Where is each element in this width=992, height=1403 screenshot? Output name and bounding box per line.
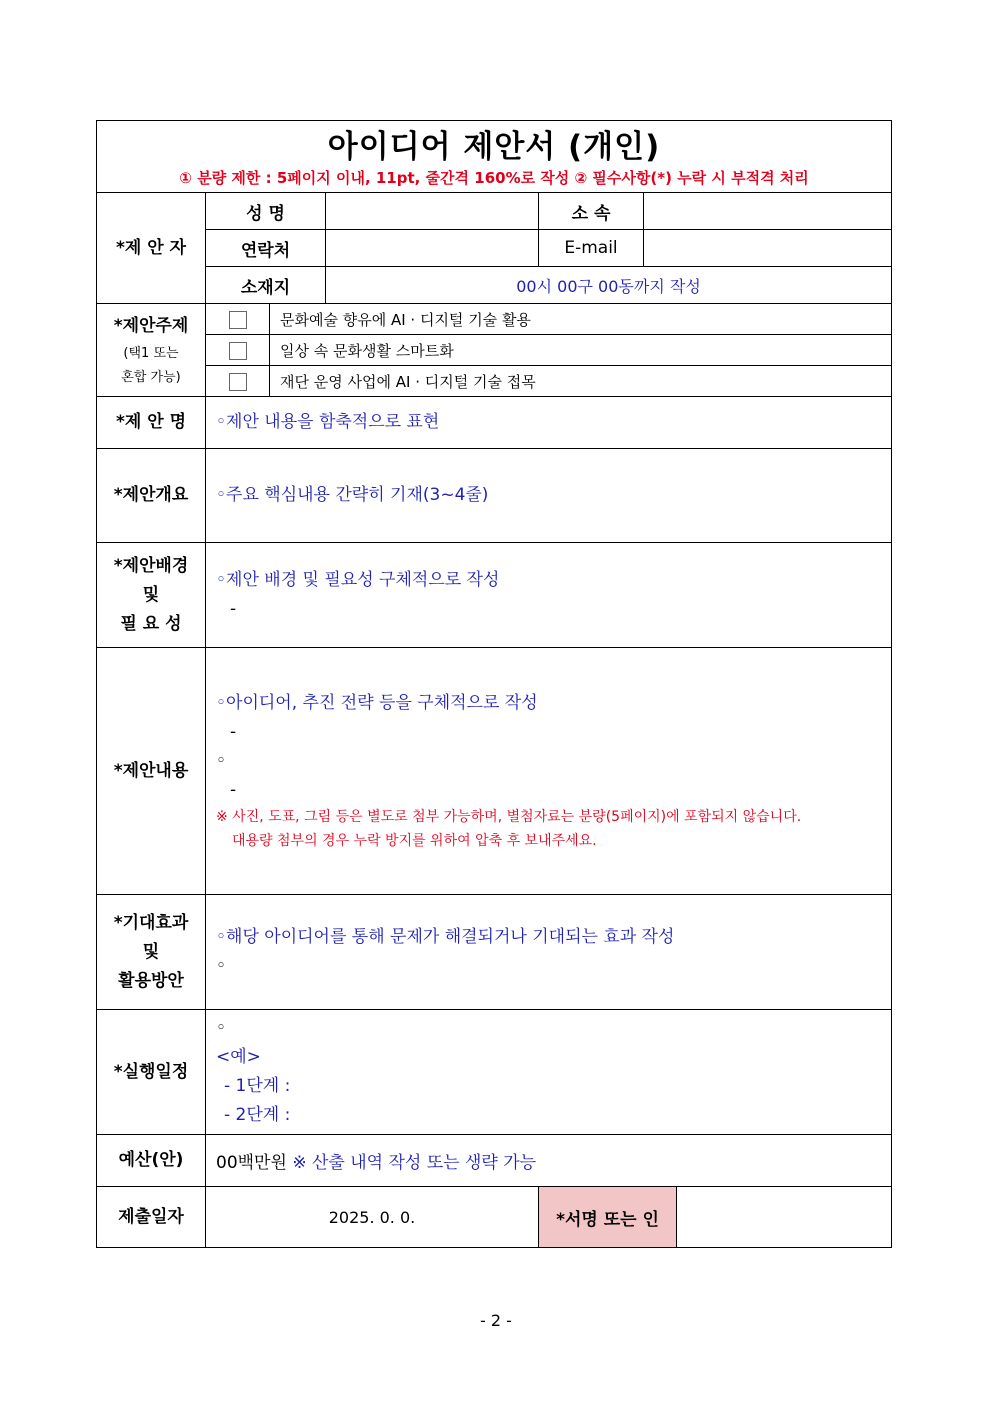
budget-field[interactable] <box>206 1135 892 1187</box>
page-title: 아이디어 제안서 (개인) <box>327 128 661 165</box>
proposer-label: *제 안 자 <box>97 193 206 304</box>
email-label: E-mail <box>539 230 644 267</box>
schedule-step2: - 2단계 : <box>224 1105 291 1125</box>
proposal-name-text: ◦제안 내용을 함축적으로 표현 <box>216 412 440 432</box>
effects-field[interactable] <box>206 895 892 1010</box>
topic-checkbox-3[interactable] <box>206 366 270 397</box>
background-field[interactable] <box>206 543 892 648</box>
topic-option-3: 재단 운영 사업에 AI · 디지털 기술 접목 <box>270 366 892 397</box>
content-dash1: - <box>230 722 237 742</box>
checkbox-icon[interactable] <box>229 342 247 360</box>
topic-checkbox-1[interactable] <box>206 304 270 335</box>
proposal-name-field[interactable] <box>206 397 892 449</box>
budget-note: ※ 산출 내역 작성 또는 생략 가능 <box>292 1153 537 1173</box>
effects-label-line2: 및 <box>142 941 160 962</box>
topic-option-1: 문화예술 향유에 AI · 디지털 기술 활용 <box>270 304 892 335</box>
overview-text: ◦주요 핵심내용 간략히 기재(3~4줄) <box>216 485 489 505</box>
affiliation-field[interactable] <box>644 193 892 230</box>
effects-bullet2: ◦ <box>216 956 227 976</box>
location-field[interactable]: 00시 00구 00동까지 작성 <box>326 267 892 304</box>
content-label: *제안내용 <box>97 648 206 895</box>
proposal-name-label: *제 안 명 <box>97 397 206 449</box>
content-field[interactable] <box>206 648 892 895</box>
effects-label-line1: *기대효과 <box>113 912 189 933</box>
schedule-label: *실행일정 <box>97 1010 206 1135</box>
proposal-form <box>96 120 892 1248</box>
schedule-example: <예> <box>216 1047 261 1067</box>
background-label-cell <box>97 543 206 648</box>
topic-option-2: 일상 속 문화생활 스마트화 <box>270 335 892 366</box>
topic-note-line1: (택1 또는 <box>123 345 179 361</box>
email-field[interactable] <box>644 230 892 267</box>
notice-text: ① 분량 제한 : 5페이지 이내, 11pt, 줄간격 160%로 작성 ② 필수사항(*) 누락 시 부적격 처리 <box>179 168 809 187</box>
background-label-line1: *제안배경 <box>113 555 189 576</box>
effects-text1: ◦해당 아이디어를 통해 문제가 해결되거나 기대되는 효과 작성 <box>216 927 675 947</box>
budget-amount: 00백만원 <box>216 1153 287 1173</box>
topic-label: *제안주제 <box>113 315 189 336</box>
topic-note-line2: 혼합 가능) <box>121 369 181 385</box>
background-label-line2: 및 <box>142 584 160 605</box>
effects-label-cell <box>97 895 206 1010</box>
name-field[interactable] <box>326 193 539 230</box>
effects-label-line3: 활용방안 <box>118 970 184 991</box>
background-dash: - <box>230 599 237 619</box>
attachment-note-line1: ※ 사진, 도표, 그림 등은 별도로 첨부 가능하며, 별첨자료는 분량(5페이지)에 포함되지 않습니다. <box>216 809 802 825</box>
overview-label: *제안개요 <box>97 449 206 543</box>
content-dash2: - <box>230 780 237 800</box>
submission-label: 제출일자 <box>97 1187 206 1248</box>
topic-checkbox-2[interactable] <box>206 335 270 366</box>
signature-field[interactable] <box>677 1187 892 1248</box>
affiliation-label: 소 속 <box>539 193 644 230</box>
content-text1: ◦아이디어, 추진 전략 등을 구체적으로 작성 <box>216 693 538 713</box>
name-label: 성 명 <box>206 193 326 230</box>
topic-label-cell <box>97 304 206 397</box>
attachment-note-line2: 대용량 첨부의 경우 누락 방지를 위하여 압축 후 보내주세요. <box>232 833 597 849</box>
page-number: - 2 - <box>480 1311 512 1330</box>
title-cell <box>97 121 892 193</box>
signature-label: *서명 또는 인 <box>539 1187 677 1248</box>
location-label: 소재지 <box>206 267 326 304</box>
checkbox-icon[interactable] <box>229 373 247 391</box>
overview-field[interactable] <box>206 449 892 543</box>
schedule-bullet: ◦ <box>216 1018 227 1038</box>
contact-label: 연락처 <box>206 230 326 267</box>
budget-label: 예산(안) <box>97 1135 206 1187</box>
checkbox-icon[interactable] <box>229 311 247 329</box>
content-bullet2: ◦ <box>216 751 227 771</box>
schedule-field[interactable] <box>206 1010 892 1135</box>
schedule-step1: - 1단계 : <box>224 1076 291 1096</box>
contact-field[interactable] <box>326 230 539 267</box>
background-text: ◦제안 배경 및 필요성 구체적으로 작성 <box>216 570 500 590</box>
submission-date[interactable]: 2025. 0. 0. <box>206 1187 539 1248</box>
background-label-line3: 필 요 성 <box>120 613 182 634</box>
